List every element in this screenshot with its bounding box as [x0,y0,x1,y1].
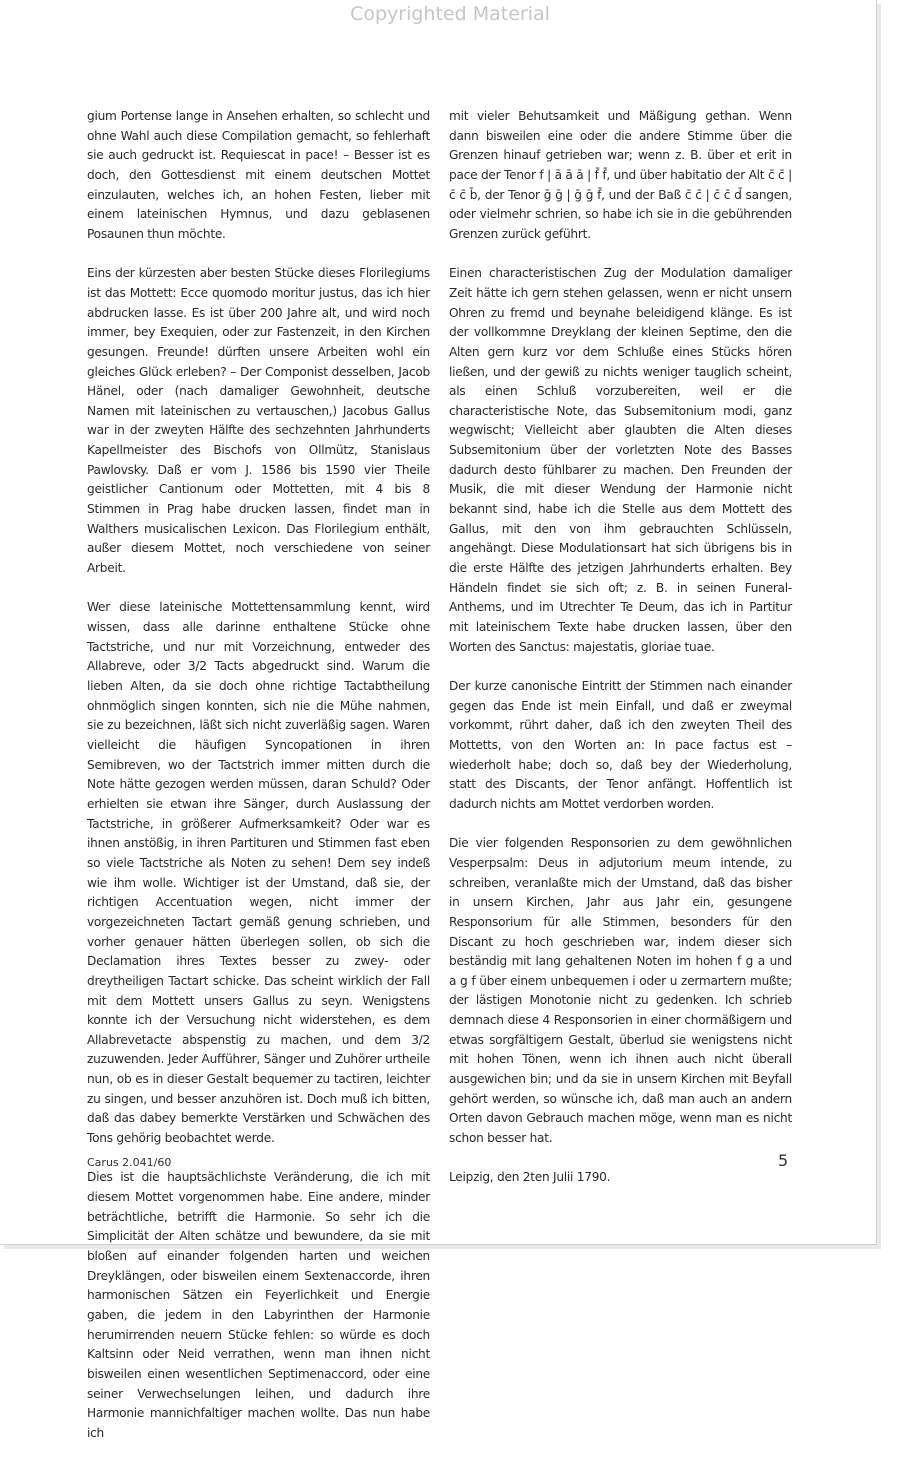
paragraph: Der kurze canonische Eintritt der Stimmen nach einander gegen das Ende ist mein Einfall, und daß er zweymal vorkommt, rührt daher, daß ich den zweyten Theil des Mottetts, von den Worten an: In pace factus est – wiederholt habe; doch so, daß bey der Wiederholung, statt des Discants, der Tenor anfängt. Hoffentlich ist dadurch nichts am Mottet verdorben worden. [449,679,792,811]
paragraph: gium Portense lange in Ansehen erhalten, so schlecht und ohne Wahl auch diese Compilation gemacht, so fehlerhaft sie auch gedruckt ist. Requiescat in pace! – Besser ist es doch, den Gottesdienst mit einem deutschen Mottet einzulauten, welches ich, an hohen Festen, lieber mit einem lateinischen Hymnus, und dazu geblasenen Posaunen thun möchte. [87,109,430,241]
copyright-watermark: Copyrighted Material [350,3,550,25]
page-number: 5 [778,1151,789,1170]
paragraph: Eins der kürzesten aber besten Stücke dieses Florilegiums ist das Mottett: Ecce quomodo moritur justus, das ich hier abdrucken lasse. Es ist über 200 Jahre alt, und wird noch immer, bey Exequien, oder zur Fastenzeit, in den Kirchen gesungen. Freunde! dürften unsere Arbeiten wohl ein gleiches Glück erleben? – Der Componist desselben, Jacob Hänel, oder (nach damaliger Gewohnheit, deutsche Namen mit lateinischen zu vertauschen,) Jacobus Gallus war in der zweyten Hälfte des sechzehnten Jahrhunderts Kapellmeister des Bischofs von Ollmütz, Stanislaus Pawlovsky. Daß er vom J. 1586 bis 1590 vier Theile geistlicher Cantionum oder Mottetten, mit 4 bis 8 Stimmen in Prag habe drucken lassen, findet man in Walthers musicalischen Lexicon. Das Florilegium enthält, außer diesem Mottet, noch verschiedene von seiner Arbeit. [87,266,430,576]
paragraph: mit vieler Behutsamkeit und Mäßigung gethan. Wenn dann bisweilen eine oder die andere Stimme über die Grenzen hinauf getrieben war; wenn z. B. über et erit in pace der Tenor f | ā ā ā | f̄ f̄, und über habitatio der Alt c̄ c̄ | c̄ c̄ b̄, der Tenor ḡ ḡ | ḡ ḡ f̄, und der Baß c̄ c̄ | c̄ c̄ d̄ sangen, oder vielmehr schrien, so habe ich sie in die gebührenden Grenzen zurück geführt. [449,109,792,241]
paragraph: Dies ist die hauptsächlichste Veränderung, die ich mit diesem Mottet vorgenommen habe. Eine andere, minder beträchtliche, betrifft die Harmonie. So sehr ich die Simplicität der Alten schätze und bewundere, da sie mit bloßen auf einander folgenden harten und weichen Dreyklängen, oder bisweilen einem Sextenaccorde, ihren harmonischen Sätzen ein Feyerlichkeit und Energie gaben, die jedem in den Labyrinthen der Harmonie herumirrenden neuern Stücke fehlen: so würde es doch Kaltsinn oder Neid verrathen, wenn man ihnen nicht bisweilen einen wesentlichen Septimenaccord, oder eine seiner Verwechselungen leihen, und dadurch ihre Harmonie mannichfaltiger machen wollte. Das nun habe ich [87,1170,430,1440]
right-column [449,107,792,1208]
paragraph: Die vier folgenden Responsorien zu dem gewöhnlichen Vesperpsalm: Deus in adjutorium meum intende, zu schreiben, veranlaßte mich der Umstand, daß das bisher in unsern Kirchen, Jahr aus Jahr ein, gesungene Responsorium für alle Stimmen, besonders für den Discant zu hoch geschrieben war, indem dieser sich beständig mit lang gehaltenen Noten im hohen f g a und a g f über einem unbequemen i oder u zermartern mußte; der lästigen Monotonie nicht zu gedenken. Ich schrieb demnach diese 4 Responsorien in einer chormäßigern und etwas sorgfältigern Gestalt, überlud sie wenigstens nicht mit hohen Tönen, wenn ich ihnen auch nicht überall ausgewichen bin; und da sie in unsern Kirchen mit Beyfall gehört werden, so wünsche ich, daß man auch an andern Orten davon Gebrauch machen möge, wenn man es nicht schon besser hat. [449,836,792,1146]
signature-line: Leipzig, den 2ten Julii 1790. [449,1170,611,1185]
paragraph: Einen characteristischen Zug der Modulation damaliger Zeit hätte ich gern stehen gelassen, wenn er nicht unsern Ohren zu fremd und beynahe beleidigend klänge. Es ist der vollkommne Dreyklang der kleinen Septime, den die Alten gern kurz vor dem Schluße eines Stücks hören ließen, und der gewiß zu nichts weniger tauglich scheint, als einen Schluß vorzubereiten, weil er die characteristische Note, das Subsemitonium modi, ganz wegwischt; Vielleicht aber glaubten die Alten dieses Subsemitonium über der vorletzten Note des Basses dadurch desto fühlbarer zu machen. Den Freunden der Musik, die mit dieser Wendung der Harmonie nicht bekannt sind, habe ich die Stelle aus dem Mottett des Gallus, mit den von ihm gebrauchten Schlüsseln, angehängt. Diese Modulationsart hat sich übrigens bis in die erste Hälfte des jetzigen Jahrhunderts erhalten. Bey Händeln findet sie sich oft; z. B. in seinen Funeral-Anthems, und im Utrechter Te Deum, das ich in Partitur mit lateinischem Texte habe drucken lassen, über den Worten des Sanctus: majestatis, gloriae tuae. [449,266,792,654]
left-column [87,107,430,1463]
paragraph: Wer diese lateinische Mottettensammlung kennt, wird wissen, dass alle darinne enthaltene Stücke ohne Tactstriche, und nur mit Vorzeichnung, entweder des Allabreve, oder 3/2 Tacts abgedruckt sind. Warum die lieben Alten, da sie doch ohne richtige Tactabtheilung ohnmöglich singen konnten, sich nie die Mühe nahmen, sie zu bezeichnen, läßt sich nicht zuverläßig sagen. Waren vielleicht die häufigen Syncopationen in ihren Semibreven, wo der Tactstrich immer mitten durch die Note hätte gezogen werden müssen, daran Schuld? Oder erhielten sie etwan ihre Sänger, durch Auslassung der Tactstriche, in größerer Aufmerksamkeit? Oder war es ihnen anstößig, in ihren Partituren und Stimmen fast eben so viele Tactstriche als Noten zu sehen! Dem sey indeß wie ihm wolle. Wichtiger ist der Umstand, daß sie, der richtigen Accentuation wegen, nicht immer der vorgezeichneten Tactart gemäß genung schrieben, und vorher genauer hätten überlegen sollen, ob sich die Declamation ihres Textes besser zu zwey- oder dreytheiligen Tactart schicke. Das scheint wirklich der Fall mit dem Mottett unsers Gallus zu seyn. Wenigstens konnte ich der Versuchung nicht widerstehen, es dem Allabrevetacte abspenstig zu machen, und dem 3/2 zuzuwenden. Jeder Aufführer, Sänger und Zuhörer urtheile nun, ob es in dieser Gestalt bequemer zu tactiren, leichter zu singen, und besser anzuhören ist. Doch muß ich bitten, daß das dabey bemerkte Verstärken und Schwächen des Tons gehörig beobachtet werde. [87,600,430,1146]
catalog-number: Carus 2.041/60 [87,1156,172,1169]
